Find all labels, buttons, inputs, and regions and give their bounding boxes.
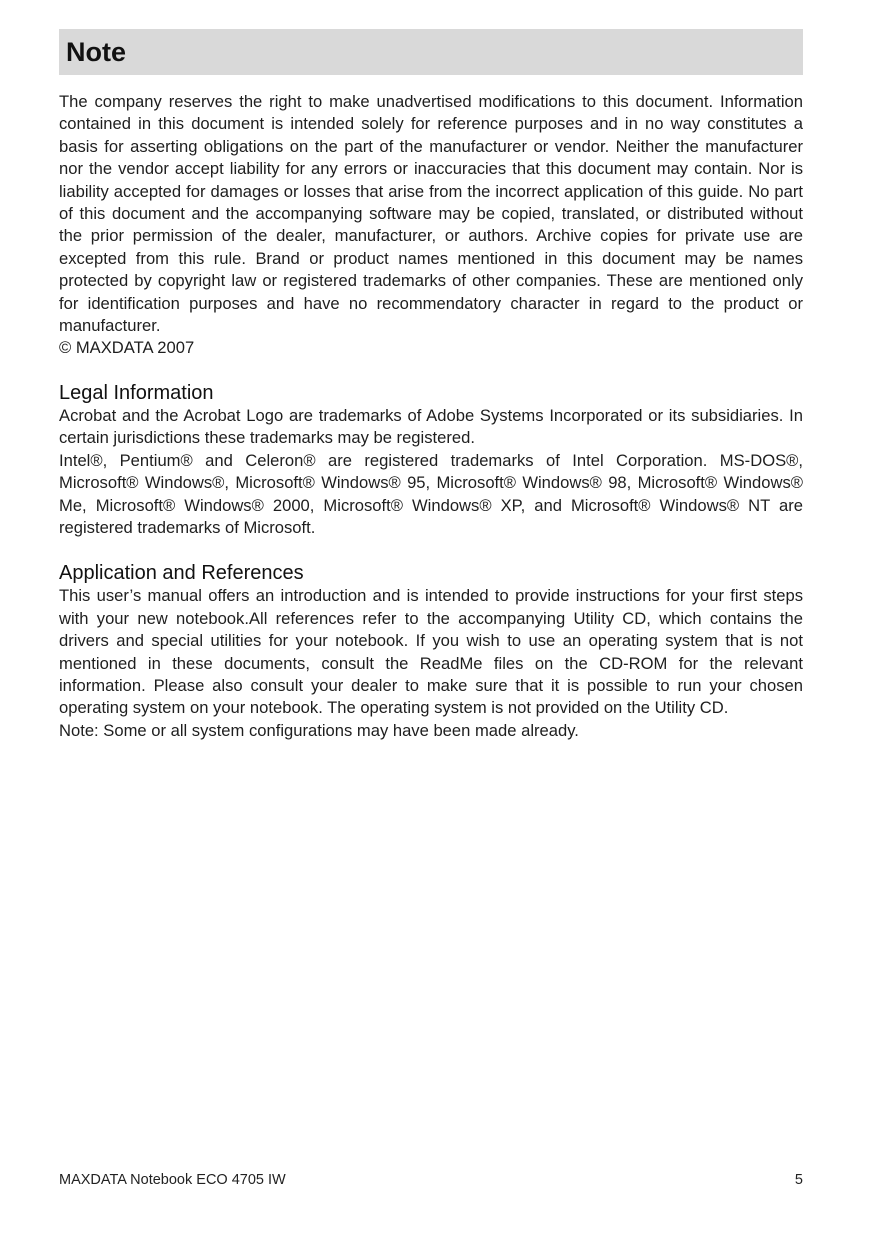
page-number: 5 <box>794 1172 803 1188</box>
note-body: The company reserves the right to make unadvertised modifications to this document. Information contained in this document is intended solely for reference purposes and in no way constitutes a basis for asserting obligations on the part of the manufacturer or vendor. Neither the manufacturer nor the vendor accept liability for any errors or inaccuracies that this document may contain. Nor is liability accepted for damages or losses that arise from the incorrect application of this guide. No part of this document and the accompanying software may be copied, translated, or distributed without the prior permission of the dealer, manufacturer, or authors. Archive copies for private use are excepted from this rule. Brand or product names mentioned in this document may be names protected by copyright law or registered trademarks of other companies. These are mentioned only for identification purposes and have no recommendatory character in regard to the product or manufacturer. <box>59 92 803 336</box>
copyright-line: © MAXDATA 2007 <box>59 338 195 358</box>
page-footer <box>59 1171 803 1189</box>
application-section <box>59 561 803 742</box>
note-title: Note <box>66 37 126 67</box>
application-body: This user’s manual offers an introduction and is intended to provide instructions for your first steps with your new notebook.All references refer to the accompanying Utility CD, which contains the drivers and special utilities for your notebook. If you wish to use an operating system that is not mentioned in these documents, consult the ReadMe files on the CD-ROM for the relevant information. Please also consult your dealer to make sure that it is possible to run your chosen operating system on your notebook. The operating system is not provided on the Utility CD. <box>59 586 803 718</box>
adobe-trademark-text: Acrobat and the Acrobat Logo are trademarks of Adobe Systems Incorporated or its subsidiaries. In certain jurisdictions these trademarks may be registered. <box>59 405 803 448</box>
page-content <box>59 91 803 742</box>
application-note: Note: Some or all system configurations may have been made already. <box>59 720 579 740</box>
legal-heading: Legal Information <box>59 381 214 404</box>
note-title-bar <box>59 29 803 75</box>
footer-product: MAXDATA Notebook ECO 4705 IW <box>59 1172 286 1188</box>
legal-section <box>59 381 803 539</box>
note-section <box>59 91 803 360</box>
application-heading: Application and References <box>59 562 304 585</box>
trademarks-text: Intel®, Pentium® and Celeron® are registered trademarks of Intel Corporation. MS-DOS®, Microsoft® Windows®, Microsoft® Windows® 95, Microsoft® Windows® 98, Microsoft® Windows® Me, Microsoft® Windows® 2000, Microsoft® Windows® XP, and Microsoft® Windows® NT are registered trademarks of Microsoft. <box>59 450 803 537</box>
